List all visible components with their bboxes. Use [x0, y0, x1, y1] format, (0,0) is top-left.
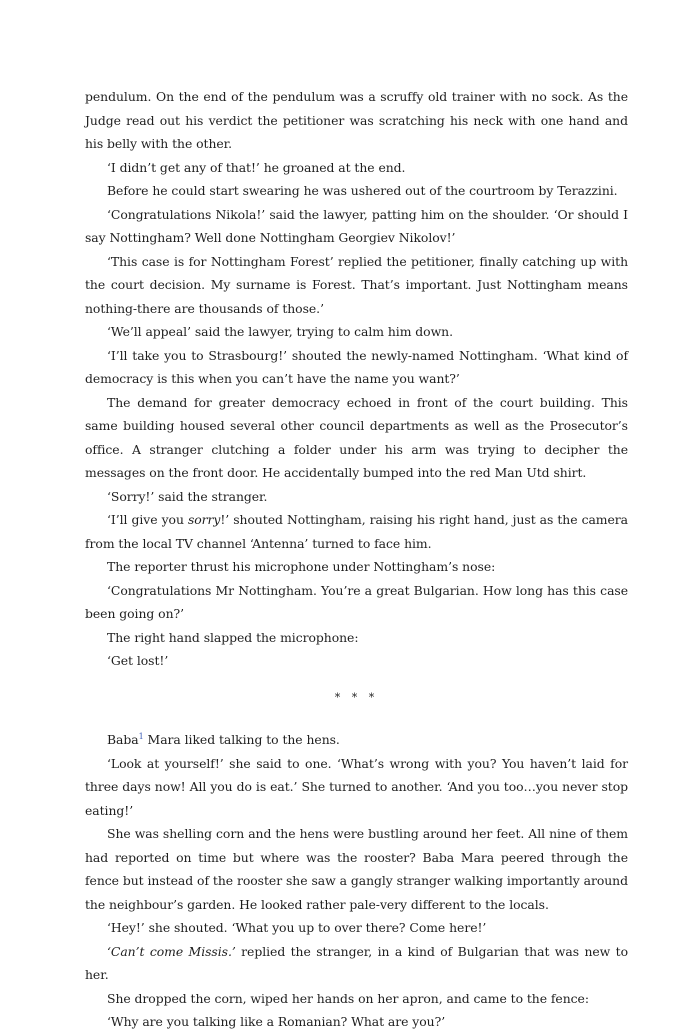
footnote-reference[interactable]: 1 [138, 731, 144, 741]
paragraph: ‘I didn’t get any of that!’ he groaned at the end. [107, 159, 406, 175]
paragraph: ‘Why are you talking like a Romanian? What are you?’ [107, 1014, 446, 1029]
section-separator: * * * [334, 690, 379, 704]
paragraph: ‘Congratulations Mr Nottingham. You’re a great Bulgarian. How long has this case been going on?’ [85, 582, 628, 621]
paragraph: ‘I’ll take you to Strasbourg!’ shouted the newly-named Nottingham. ‘What kind of democracy is this when you can’t have the name you want?’ [85, 347, 628, 386]
paragraph-missis [85, 940, 628, 987]
paragraph: She dropped the corn, wiped her hands on her apron, and came to the fence: [107, 990, 589, 1006]
paragraph: ‘Hey!’ she shouted. ‘What you up to over there? Come here!’ [107, 920, 487, 935]
paragraph-baba [85, 728, 628, 752]
body-text [85, 85, 628, 1034]
paragraph: ‘Congratulations Nikola!’ said the lawyer, patting him on the shoulder. ‘Or should I say Nottingham? Well done Nottingham Georgiev Nikolov!’ [85, 206, 628, 245]
paragraph-sorry [85, 508, 628, 555]
paragraph: She was shelling corn and the hens were bustling around her feet. All nine of them had reported on time but where was the rooster? Baba Mara peered through the fence but instead of the rooster she saw a gangly stranger walking importantly around the neighbour’s garden. He looked rather pale-very different to the locals. [85, 826, 628, 912]
emphasis: ‘Can’t come Missis.’ [107, 943, 236, 959]
text-run: !’ shouted Nottingham, raising his right hand, just as the camera from the local TV channel ‘Antenna’ turned to face him. [85, 512, 628, 551]
text-run: Baba [107, 732, 139, 747]
paragraph: pendulum. On the end of the pendulum was a scruffy old trainer with no sock. As the Judge read out his verdict the petitioner was scratching his neck with one hand and his belly with the other. [85, 89, 628, 151]
paragraph: The reporter thrust his microphone under Nottingham’s nose: [107, 559, 496, 574]
paragraph: ‘We’ll appeal’ said the lawyer, trying to calm him down. [107, 324, 453, 339]
emphasis: sorry [187, 512, 221, 527]
text-run: ‘I’ll give you [107, 512, 188, 527]
text-run: Mara liked talking to the hens. [143, 732, 340, 747]
paragraph: The demand for greater democracy echoed in front of the court building. This same building housed several other council departments as well as the Prosecutor’s office. A stranger clutching a folder under his arm was trying to decipher the messages on the front door. He accidentally bumped into the red Man Utd shirt. [85, 394, 628, 480]
section-part3 [85, 752, 628, 940]
text-run: replied the stranger, in a kind of Bulgarian that was new to her. [85, 943, 628, 982]
paragraph: ‘Look at yourself!’ she said to one. ‘What’s wrong with you? You haven’t laid for three days now! All you do is eat.’ She turned to another. ‘And you too…you never stop eating!’ [85, 755, 628, 818]
paragraph: The right hand slapped the microphone: [107, 629, 359, 645]
section-part1 [85, 85, 628, 508]
section-part4 [85, 987, 628, 1034]
paragraph: Before he could start swearing he was ushered out of the courtroom by Terazzini. [107, 183, 618, 198]
paragraph: ‘Sorry!’ said the stranger. [107, 488, 268, 504]
paragraph: ‘Get lost!’ [107, 653, 169, 668]
section-part2 [85, 555, 628, 673]
paragraph: ‘This case is for Nottingham Forest’ replied the petitioner, finally catching up with the court decision. My surname is Forest. That’s important. Just Nottingham means nothing-there are thousands of those.’ [85, 253, 628, 316]
